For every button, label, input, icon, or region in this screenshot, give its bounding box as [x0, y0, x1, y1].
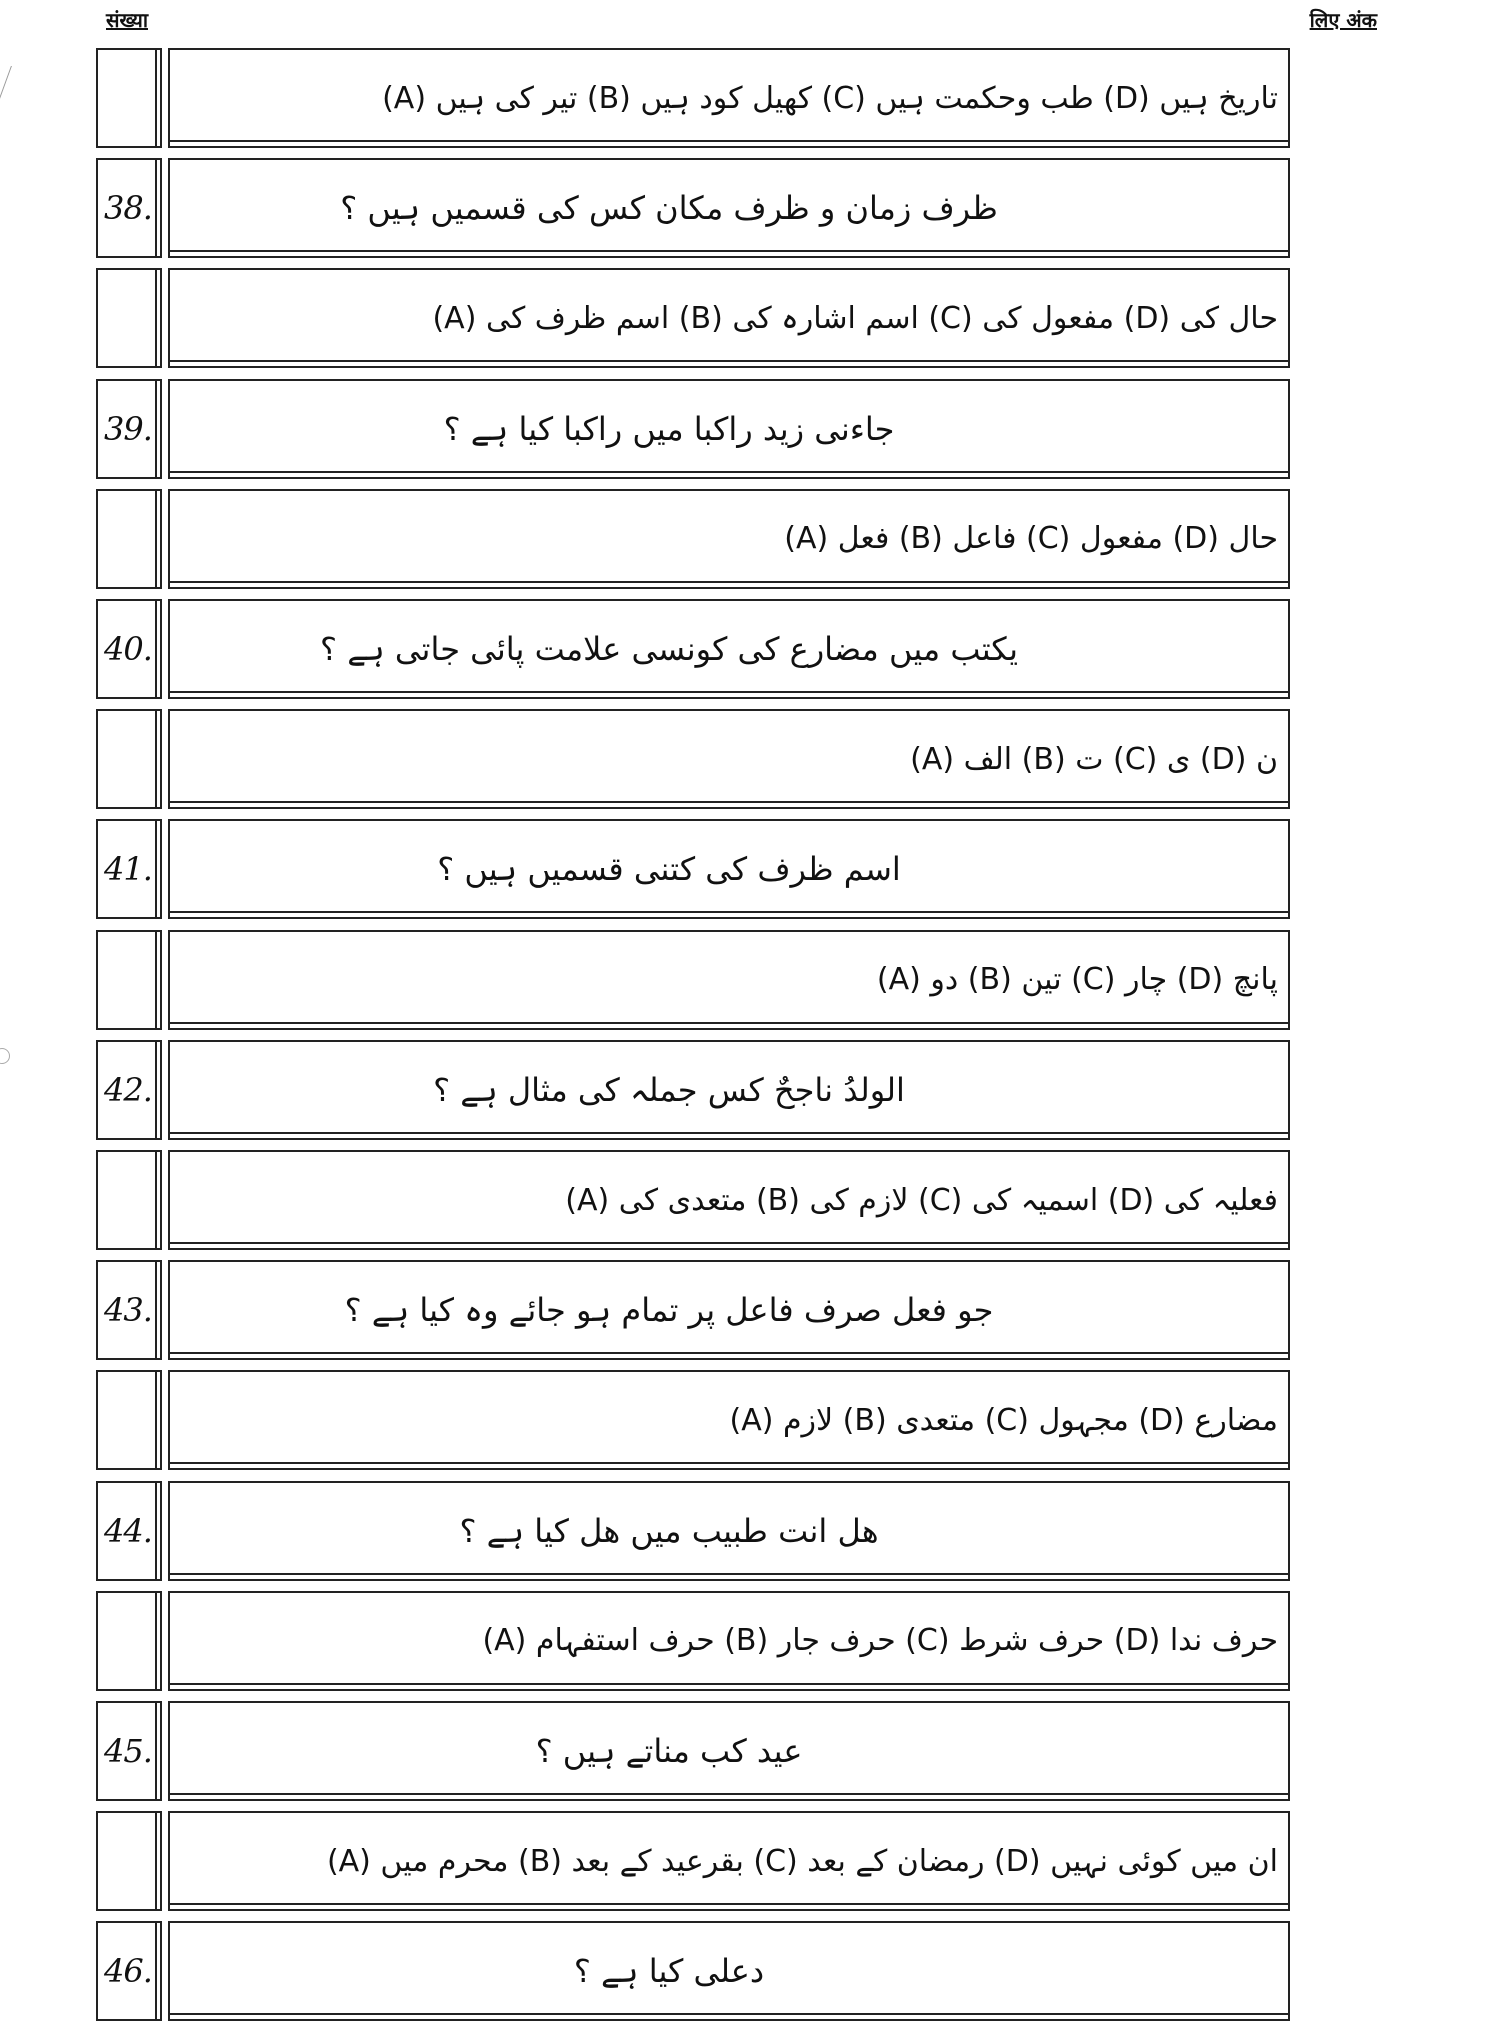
options-row: [96, 1591, 1290, 1691]
question-number-cell: [96, 1150, 162, 1250]
question-text: ھل انت طبیب میں ھل کیا ہے ؟: [459, 1511, 879, 1550]
question-number-cell: 42.: [96, 1040, 162, 1140]
question-row: [96, 1040, 1290, 1140]
question-text-cell: [168, 1701, 1290, 1801]
question-number-cell: 40.: [96, 599, 162, 699]
question-text: جاءنی زید راکبا میں راکبا کیا ہے ؟: [443, 409, 895, 448]
question-text-cell: [168, 1481, 1290, 1581]
options-row: [96, 48, 1290, 148]
question-row: [96, 819, 1290, 919]
question-number-cell: [96, 1370, 162, 1470]
answer-options-cell: [168, 709, 1290, 809]
question-number-cell: [96, 268, 162, 368]
question-number-cell: [96, 489, 162, 589]
answer-options-text: (A) اسم ظرف کی (B) اسم اشارہ کی (C) مفعول کی (D) حال کی: [432, 300, 1278, 336]
question-row: [96, 1701, 1290, 1801]
question-row: [96, 1260, 1290, 1360]
question-text: جو فعل صرف فاعل پر تمام ہو جائے وہ کیا ہے ؟: [344, 1291, 994, 1330]
answer-options-text: (A) محرم میں (B) بقرعید کے بعد (C) رمضان کے بعد (D) ان میں کوئی نہیں: [326, 1843, 1278, 1879]
options-row: [96, 1370, 1290, 1470]
question-text: الولدُ ناجحٌ کس جملہ کی مثال ہے ؟: [433, 1070, 905, 1109]
question-number-cell: [96, 709, 162, 809]
margin-punch-hole: [0, 1048, 10, 1064]
question-text-cell: [168, 599, 1290, 699]
question-text-cell: [168, 1040, 1290, 1140]
question-number-cell: [96, 1591, 162, 1691]
margin-pen-stroke: [0, 66, 34, 126]
question-row: [96, 1481, 1290, 1581]
question-text: دعلی کیا ہے ؟: [573, 1952, 765, 1991]
header-right-label: लिए अंक: [1309, 8, 1377, 32]
answer-options-cell: [168, 1591, 1290, 1691]
question-text: اسم ظرف کی کتنی قسمیں ہیں ؟: [437, 850, 901, 889]
question-number-cell: 39.: [96, 379, 162, 479]
answer-options-text: (A) تیر کی ہیں (B) کھیل کود ہیں (C) طب وحکمت ہیں (D) تاریخ ہیں: [382, 80, 1278, 116]
answer-options-cell: [168, 1811, 1290, 1911]
answer-options-cell: [168, 268, 1290, 368]
question-text-cell: [168, 158, 1290, 258]
answer-options-text: (A) الف (B) ت (C) ی (D) ن: [910, 741, 1278, 777]
answer-options-cell: [168, 1150, 1290, 1250]
answer-options-text: (A) فعل (B) فاعل (C) مفعول (D) حال: [784, 521, 1278, 557]
question-text-cell: [168, 379, 1290, 479]
options-row: [96, 930, 1290, 1030]
question-number-cell: [96, 930, 162, 1030]
question-number-cell: 44.: [96, 1481, 162, 1581]
question-text-cell: [168, 1260, 1290, 1360]
question-text: عید کب مناتے ہیں ؟: [535, 1732, 803, 1770]
options-row: [96, 709, 1290, 809]
question-text: یکتب میں مضارع کی کونسی علامت پائی جاتی ہے ؟: [320, 630, 1018, 668]
question-row: [96, 1921, 1290, 2021]
question-number-cell: [96, 48, 162, 148]
question-number-cell: [96, 1811, 162, 1911]
answer-options-cell: [168, 1370, 1290, 1470]
question-number-cell: 46.: [96, 1921, 162, 2021]
answer-options-text: (A) لازم (B) متعدی (C) مجہول (D) مضارع: [729, 1402, 1278, 1438]
answer-options-text: (A) متعدی کی (B) لازم کی (C) اسمیہ کی (D) فعلیہ کی: [565, 1182, 1278, 1218]
answer-options-cell: [168, 48, 1290, 148]
header-left-label: संख्या: [106, 8, 148, 32]
question-number-cell: 45.: [96, 1701, 162, 1801]
answer-options-text: (A) حرف استفہام (B) حرف جار (C) حرف شرط (D) حرف ندا: [482, 1623, 1278, 1659]
answer-options-cell: [168, 930, 1290, 1030]
answer-options-cell: [168, 489, 1290, 589]
question-row: [96, 599, 1290, 699]
options-row: [96, 1811, 1290, 1911]
page-header: [0, 6, 1505, 42]
question-row: [96, 158, 1290, 258]
options-row: [96, 268, 1290, 368]
question-number-cell: 38.: [96, 158, 162, 258]
question-text-cell: [168, 819, 1290, 919]
question-row: [96, 379, 1290, 479]
question-text-cell: [168, 1921, 1290, 2021]
question-number-cell: 43.: [96, 1260, 162, 1360]
question-number-cell: 41.: [96, 819, 162, 919]
question-text: ظرف زمان و ظرف مکان کس کی قسمیں ہیں ؟: [340, 189, 998, 228]
answer-sheet-table: [96, 48, 1290, 2038]
options-row: [96, 1150, 1290, 1250]
answer-options-text: (A) دو (B) تین (C) چار (D) پانچ: [876, 962, 1278, 998]
options-row: [96, 489, 1290, 589]
